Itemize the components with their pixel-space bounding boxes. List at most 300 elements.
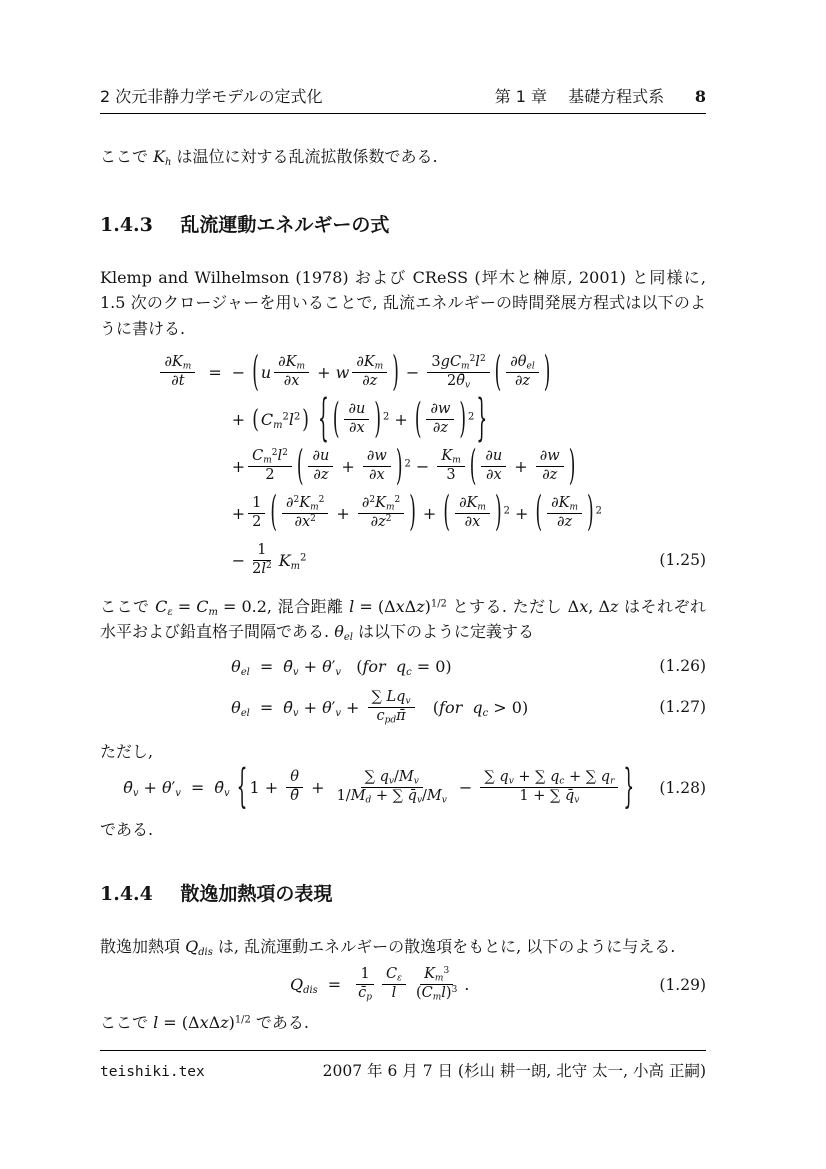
math-var: ∂u — [348, 401, 366, 418]
math-text — [231, 657, 250, 676]
math-var: ∂K — [356, 354, 375, 371]
math-var: θ — [322, 656, 332, 676]
math-text: + — [231, 457, 246, 477]
math-fraction — [248, 449, 292, 484]
math-var: v — [388, 777, 394, 788]
math-var: M — [350, 788, 366, 805]
math-delimiter: ( — [270, 489, 277, 538]
math-text — [430, 401, 450, 417]
math-text — [312, 448, 329, 464]
equation-rhs — [283, 690, 528, 725]
math-var: h — [165, 156, 172, 168]
math-text — [540, 448, 560, 464]
math-text: $(C_ml)^3$ — [415, 985, 458, 1004]
math-var: C — [196, 596, 209, 616]
math-text: $\partial z^2$ — [370, 513, 392, 530]
math-text: 2 — [265, 467, 275, 484]
math-var: ∂K — [278, 354, 297, 371]
math-var: u — [260, 363, 272, 383]
math-text: . — [464, 975, 470, 995]
math-text — [284, 373, 300, 389]
math-var: v — [175, 788, 181, 800]
math-fraction — [363, 449, 391, 484]
math-text: + w — [312, 363, 350, 383]
inline-math: $C_\varepsilon = C_m = 0.2$ — [155, 596, 267, 618]
math-text — [441, 448, 460, 464]
math-var: ∂w — [430, 401, 451, 418]
math-fraction — [248, 496, 265, 531]
math-var: C — [421, 985, 433, 1002]
math-var: θ — [290, 769, 299, 786]
equation-rhs — [231, 390, 602, 449]
math-var: C — [252, 448, 264, 465]
math-var: ∂θ — [510, 354, 527, 371]
math-var: ∂z — [313, 467, 329, 484]
math-var: q̄ — [407, 788, 417, 805]
math-text — [459, 495, 486, 511]
math-text — [369, 467, 385, 483]
math-var: ∂z — [556, 513, 573, 530]
equation-1-25 — [100, 348, 706, 577]
math-text: = — [259, 697, 274, 717]
math-text: + — [509, 457, 533, 477]
math-text: $C_m^2l^2$ — [252, 448, 288, 466]
math-var: v — [413, 777, 419, 788]
math-var: v — [441, 796, 447, 807]
math-var: K — [153, 147, 166, 166]
math-fraction — [282, 496, 328, 531]
math-text: − — [410, 457, 435, 477]
math-text: 2 — [503, 505, 510, 517]
math-var: m — [273, 420, 283, 432]
paragraph-dearu — [100, 817, 706, 843]
equation-1-29 — [100, 967, 706, 1002]
math-text — [348, 401, 365, 417]
math-var: l — [261, 560, 266, 577]
math-var: ∂x — [464, 513, 481, 530]
math-var: q̄ — [564, 788, 575, 805]
math-var: K — [424, 966, 435, 983]
math-var: θ — [231, 697, 241, 717]
equation-rhs — [351, 967, 469, 1002]
inline-math — [153, 144, 171, 170]
math-var: K — [278, 550, 291, 570]
math-var: q — [379, 769, 389, 786]
math-var: ∂w — [539, 448, 560, 465]
math-text: 1 + ∑ $q̄_v$ — [519, 788, 580, 807]
equation-relation — [198, 363, 231, 382]
math-var: C — [260, 410, 274, 430]
math-var: for — [439, 697, 463, 717]
math-var: x — [199, 1013, 209, 1033]
text-run: Klemp and Wilhelmson (1978) および CReSS (坪木と榊原, 2001) と同様に, 1.5 次のクロージャーを用いることで, 乱流エネルギーの時間発展方程式は以下のように書ける. — [100, 267, 706, 338]
math-fraction — [274, 355, 309, 390]
math-text: = — [327, 975, 342, 995]
math-var: ∂x — [283, 373, 300, 390]
math-var: Q — [185, 936, 199, 956]
math-text: $2\thetā_v$ — [447, 373, 471, 391]
math-var: m — [374, 362, 384, 373]
math-fraction — [368, 690, 415, 725]
math-text — [164, 354, 192, 373]
math-text: + — [231, 410, 251, 430]
section-heading-1-4-4 — [100, 879, 706, 906]
text-run: ここで — [100, 147, 154, 166]
math-var: Q — [290, 975, 304, 995]
math-var: ∂z — [432, 420, 449, 437]
math-text: ∑ $q_v/M_v$ — [364, 769, 419, 788]
math-text: − — [453, 778, 478, 798]
math-text — [515, 373, 530, 389]
math-text: − — [231, 550, 246, 570]
math-delimiter: ( — [494, 348, 502, 397]
math-var: K — [441, 448, 453, 465]
equation-lhs — [231, 698, 250, 717]
math-var: ∂ — [286, 495, 294, 511]
math-var: v — [335, 707, 341, 719]
math-text — [349, 420, 365, 436]
math-text — [311, 410, 316, 429]
math-var: v — [223, 788, 230, 800]
math-delimiter: ) — [586, 489, 594, 538]
math-fraction — [248, 543, 276, 578]
text-run: とする. ただし — [446, 596, 568, 616]
math-fraction — [547, 496, 582, 531]
math-var: ∂z — [370, 513, 386, 530]
math-text — [557, 514, 572, 530]
text-run: はそれぞれ水平および鉛直格子間隔である. — [100, 596, 706, 642]
math-var: ∂z — [542, 467, 558, 484]
text-run: ここで — [100, 1013, 154, 1033]
math-var: q — [395, 656, 407, 676]
math-text: ∑ $Lq_v$ — [371, 688, 411, 707]
date-authors: 2007 年 6 月 7 日 (杉山 耕一朗, 北守 太一, 小高 正嗣) — [322, 1062, 706, 1080]
math-var: m — [385, 502, 395, 513]
math-var: ∂t — [171, 373, 185, 390]
math-text: $1/M_d$ + ∑ $q̄_v/M_v$ — [336, 788, 447, 807]
math-var: c̄ — [358, 985, 367, 1002]
math-var: c — [482, 707, 489, 719]
paragraph-klemp — [100, 265, 706, 342]
running-title: 2 次元非静力学モデルの定式化 — [100, 87, 323, 106]
math-var: C — [155, 596, 168, 616]
text-run: である. — [250, 1013, 310, 1033]
equation-tag: (1.25) — [659, 551, 706, 570]
math-delimiter: ( — [252, 404, 259, 435]
math-text: + — [417, 503, 442, 523]
math-var: θ — [231, 656, 241, 676]
paragraph-last — [100, 1010, 706, 1036]
math-var: ∂K — [164, 354, 183, 371]
math-var: ∂x — [485, 467, 502, 484]
math-fraction — [506, 355, 538, 390]
math-var: q — [499, 769, 509, 786]
equation-rhs — [214, 760, 636, 815]
page-footer — [100, 1050, 706, 1081]
paragraph-qdis — [100, 934, 706, 960]
math-text: = — [208, 363, 222, 383]
math-var: l — [288, 410, 294, 430]
math-var: ∂u — [485, 448, 503, 465]
math-text: $\thetā_v + \theta'_v$ + — [283, 697, 365, 719]
math-var: ε — [167, 606, 173, 618]
page-header — [100, 84, 706, 114]
math-fraction — [437, 449, 464, 484]
math-text: $\partial^2K_m^2$ — [286, 495, 325, 513]
math-fraction — [455, 496, 490, 531]
math-var: m — [432, 993, 442, 1004]
math-text — [367, 448, 387, 464]
math-var: l — [391, 985, 397, 1002]
math-text — [290, 788, 299, 804]
math-var: K — [299, 495, 311, 511]
math-var: z — [416, 596, 425, 616]
math-text: $\partial x^2$ — [294, 513, 316, 530]
math-text: $\thetā_v + \theta'_v$ (for $q_c = 0$) — [283, 656, 452, 678]
math-delimiter: ) — [374, 395, 381, 444]
math-var: ∂w — [366, 448, 387, 465]
math-text: 3 — [446, 467, 456, 484]
math-var: ε — [397, 974, 402, 985]
math-var: m — [310, 502, 319, 513]
math-text: 1 + — [249, 778, 284, 798]
text-run: である. — [100, 820, 154, 840]
math-var: m — [452, 455, 461, 466]
equation-tag: (1.27) — [659, 698, 706, 717]
equation-lhs — [290, 975, 318, 997]
math-var: dis — [303, 985, 318, 997]
paragraph-tadashi — [100, 739, 706, 765]
section-heading-1-4-3 — [100, 210, 706, 237]
math-var: v — [464, 381, 471, 391]
math-text: + — [509, 503, 534, 523]
math-var: M — [426, 788, 442, 805]
math-text — [356, 354, 384, 373]
math-text: $\thetā_v + \theta'_v$ — [123, 778, 181, 800]
math-var: m — [477, 502, 486, 513]
math-text — [171, 373, 184, 389]
math-delimiter: } — [623, 760, 635, 815]
math-fraction — [427, 355, 489, 390]
math-text — [551, 495, 578, 511]
section-title: 散逸加熱項の表現 — [180, 882, 333, 905]
math-fraction — [481, 449, 506, 484]
math-text: + — [331, 503, 355, 523]
equation-rhs — [231, 348, 602, 397]
source-filename: teishiki.tex — [100, 1064, 205, 1080]
equation-rhs — [232, 543, 602, 578]
math-var: gC — [440, 354, 462, 371]
math-var: θ̄ — [123, 778, 133, 798]
math-var: x — [395, 596, 405, 616]
math-var: v — [132, 788, 139, 800]
math-delimiter: ( — [414, 395, 422, 444]
math-text: 1 — [360, 966, 370, 983]
math-var: m — [569, 502, 578, 513]
math-fraction — [352, 355, 387, 390]
math-fraction — [286, 770, 303, 805]
math-text: 2 — [404, 458, 411, 470]
math-var: θ̄ — [214, 778, 224, 798]
math-var: m — [290, 560, 301, 572]
math-delimiter: ) — [568, 442, 576, 491]
math-var: ∂K — [459, 495, 478, 511]
math-var: z — [610, 596, 619, 616]
section-title: 乱流運動エネルギーの式 — [180, 213, 390, 236]
math-fraction — [426, 402, 454, 437]
math-var: ∂x — [369, 467, 385, 484]
math-text: 2 — [595, 505, 602, 517]
math-var: θ̄ — [456, 373, 465, 390]
math-delimiter: ) — [494, 489, 502, 538]
math-text — [486, 467, 502, 483]
math-delimiter: ) — [392, 348, 399, 397]
math-delimiter: ) — [543, 348, 551, 397]
inline-math: $l = (\Delta x\Delta z)^{1/2}$ — [153, 1013, 251, 1033]
math-delimiter: } — [476, 390, 488, 449]
math-text: $\partial^2K_m^2$ — [361, 495, 401, 513]
math-fraction — [536, 449, 564, 484]
math-text: 2 — [382, 411, 390, 423]
math-var: K — [375, 495, 386, 511]
equation-rhs — [231, 489, 602, 538]
math-var: el — [240, 666, 250, 678]
math-text — [510, 354, 535, 373]
math-text: = — [190, 778, 205, 798]
math-var: θ̄ — [283, 697, 293, 717]
math-text — [542, 467, 557, 483]
math-text — [231, 698, 250, 717]
math-text — [485, 448, 502, 464]
math-text — [362, 373, 377, 389]
math-var: r — [610, 777, 615, 788]
math-var: for — [362, 656, 386, 676]
equation-1-28 — [100, 760, 706, 815]
math-var: v — [292, 666, 299, 678]
math-var: w — [335, 363, 350, 383]
math-text — [386, 966, 402, 985]
math-var: c — [559, 777, 565, 788]
math-text — [278, 354, 306, 373]
math-var: c — [406, 666, 412, 678]
math-var: q — [472, 697, 483, 717]
math-text: + — [305, 778, 330, 798]
math-text — [313, 467, 328, 483]
equation-relation — [250, 657, 283, 676]
math-text: $3gC_m^2l^2$ — [431, 354, 486, 373]
math-delimiter: ( — [535, 489, 543, 538]
math-var: ∂u — [312, 448, 330, 465]
math-text: 2 — [468, 411, 475, 423]
math-delimiter: ( — [469, 442, 477, 491]
math-var: θ — [162, 778, 172, 798]
math-var: θ — [334, 622, 344, 642]
math-delimiter: ( — [296, 442, 304, 491]
math-var: l — [349, 596, 355, 616]
paragraph-mixing-length — [100, 594, 706, 645]
math-text: − — [231, 363, 251, 383]
math-fraction — [354, 967, 376, 1002]
math-fraction — [412, 967, 461, 1002]
math-var: l — [153, 1013, 159, 1033]
math-text — [214, 778, 234, 800]
equation-lhs — [123, 778, 181, 800]
text-run: ただし, — [100, 741, 154, 761]
math-text: $C_m^2l^2$ — [260, 410, 301, 432]
math-delimiter: ) — [409, 489, 416, 538]
inline-math — [185, 934, 213, 960]
equation-relation — [181, 778, 214, 797]
math-var: el — [240, 707, 250, 719]
math-text: $K_m^3$ — [424, 966, 450, 985]
math-var: θ̄ — [283, 656, 293, 676]
math-var: c — [376, 707, 385, 724]
math-text — [261, 363, 271, 382]
section-number: 1.4.4 — [100, 882, 153, 905]
math-var: ∂K — [551, 495, 570, 511]
math-var: v — [416, 796, 423, 807]
math-text — [290, 975, 318, 997]
math-text: 1 — [257, 541, 267, 558]
math-var: v — [574, 796, 580, 807]
math-fraction — [160, 355, 195, 390]
math-var: x — [579, 596, 589, 616]
math-delimiter: ) — [395, 442, 403, 491]
equation-rhs — [283, 657, 528, 676]
math-var: p — [366, 993, 373, 1004]
section-number: 1.4.3 — [100, 213, 153, 236]
chapter-label: 第 1 章 — [494, 87, 548, 106]
math-var: v — [292, 707, 299, 719]
inline-math: $l = (\Delta x\Delta z)^{1/2}$ — [349, 596, 447, 616]
math-var: ∂z — [362, 373, 378, 390]
math-fraction — [382, 967, 406, 1002]
text-run: 散逸加熱項 — [100, 936, 186, 956]
math-var: ∂x — [294, 513, 311, 530]
math-text — [358, 985, 373, 1004]
math-var: ∂x — [349, 420, 365, 437]
page-number: 8 — [694, 87, 706, 106]
equation-tag: (1.28) — [659, 778, 706, 797]
text-run: は, 乱流運動エネルギーの散逸項をもとに, 以下のように与える. — [212, 936, 676, 956]
math-var: ∂ — [361, 495, 370, 511]
math-text: $2l^2$ — [252, 560, 272, 577]
math-delimiter: ( — [332, 395, 340, 444]
math-text: 2 — [252, 513, 262, 530]
math-var: π̄ — [396, 707, 406, 724]
equation-lhs — [231, 657, 250, 676]
math-var: m — [296, 362, 306, 373]
math-var: v — [405, 696, 411, 707]
math-fraction — [344, 402, 369, 437]
paragraph-kh-note — [100, 144, 706, 170]
math-var: m — [182, 362, 192, 373]
math-var: l — [277, 448, 283, 465]
math-var: m — [263, 455, 272, 466]
math-text: + — [231, 503, 246, 523]
math-text — [433, 420, 448, 436]
equation-tag: (1.26) — [659, 657, 706, 676]
equation-lhs — [157, 355, 198, 390]
math-text: $K_m^2$ — [278, 550, 307, 572]
math-var: l — [475, 354, 480, 371]
math-delimiter: ) — [302, 404, 309, 435]
math-delimiter: ) — [459, 395, 467, 444]
math-delimiter: { — [236, 760, 248, 815]
text-run: , 混合距離 — [266, 596, 350, 616]
math-delimiter: ( — [252, 348, 259, 397]
math-fraction — [480, 770, 618, 805]
